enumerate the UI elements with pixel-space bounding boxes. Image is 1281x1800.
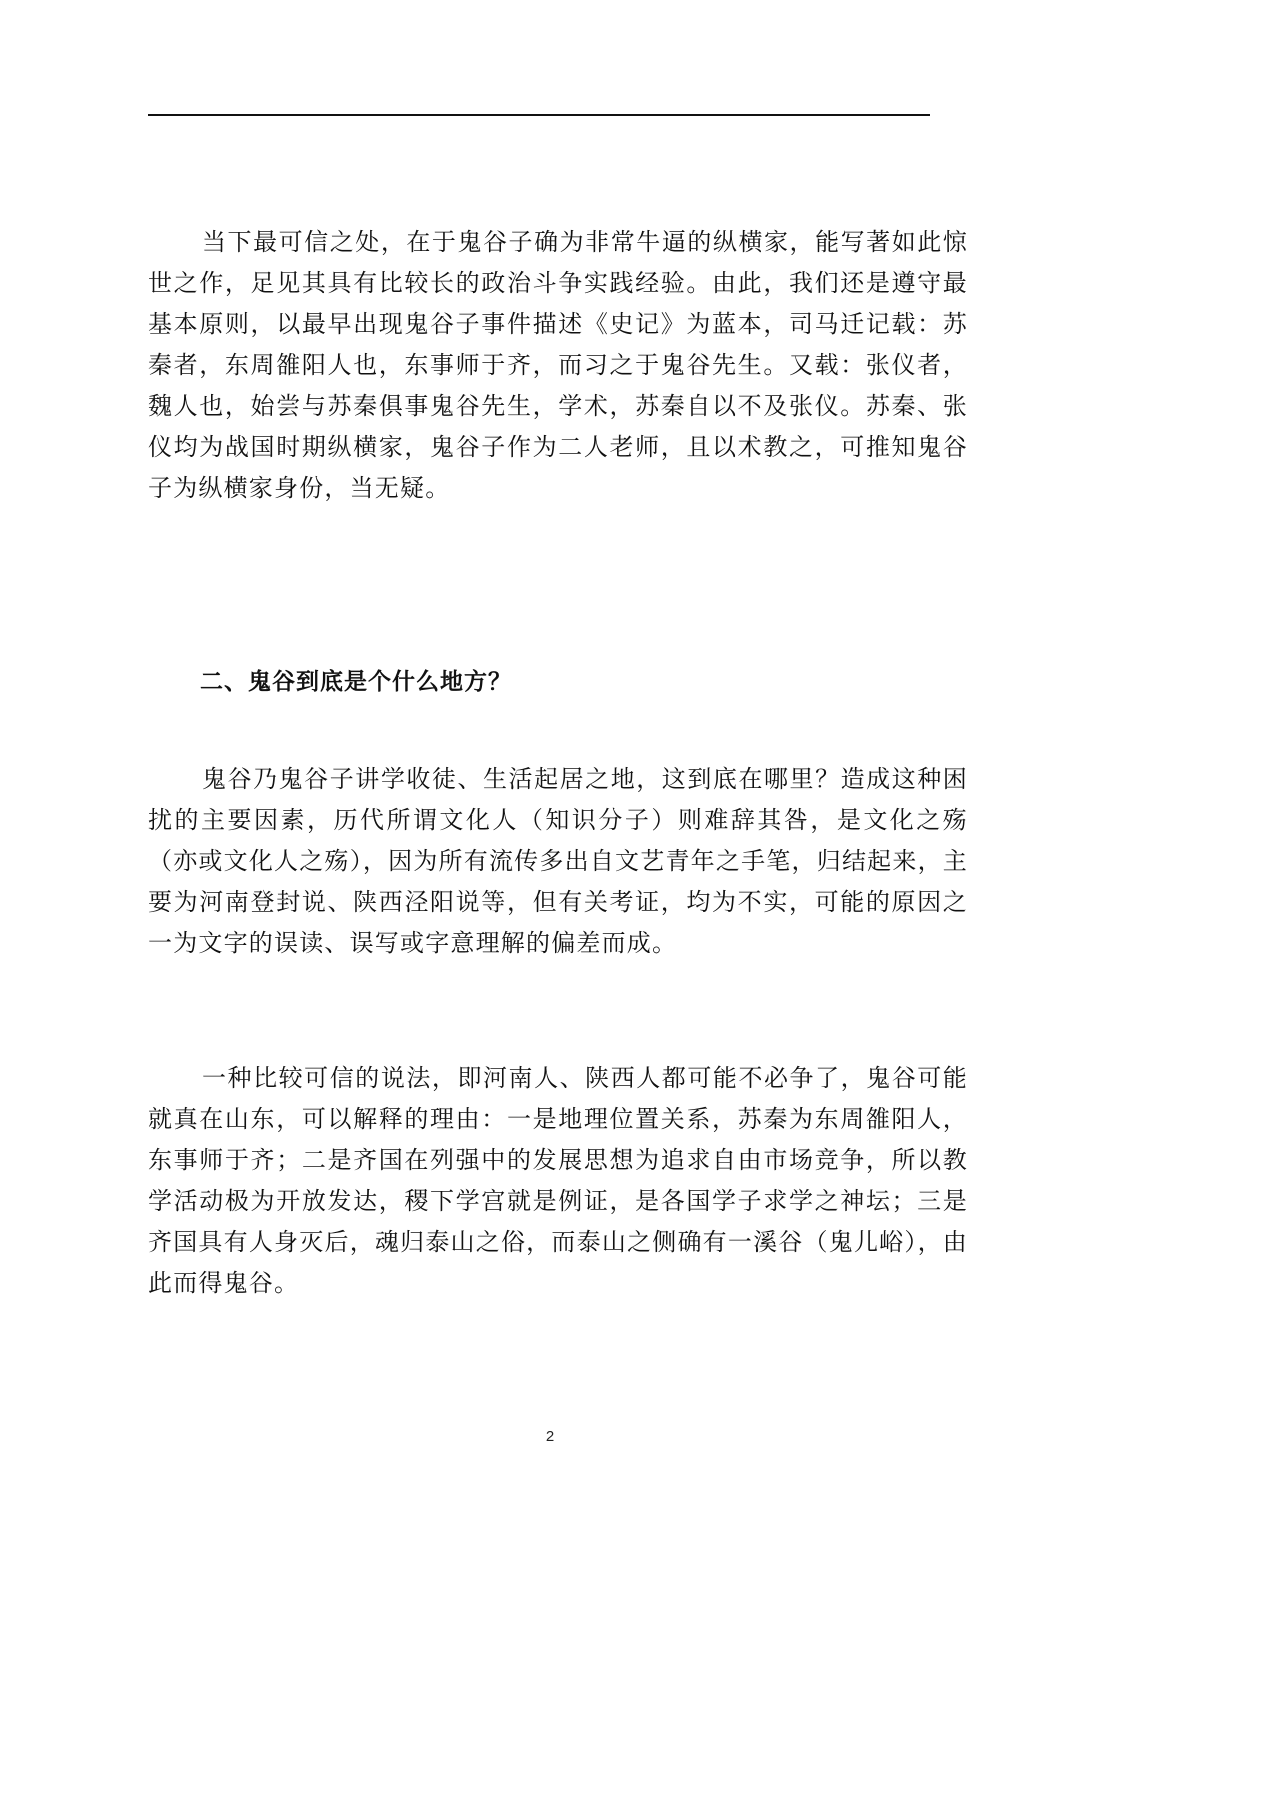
section-heading: 二、鬼谷到底是个什么地方？ [200,669,512,695]
page-number: 2 [545,1428,555,1445]
paragraph-3: 一种比较可信的说法，即河南人、陕西人都可能不必争了，鬼谷可能就真在山东，可以解释的理由：一是地理位置关系，苏秦为东周雒阳人，东事师于齐；二是齐国在列强中的发展思想为追求自由市场竞争，所以教学活动极为开放发达，稷下学宫就是例证，是各国学子求学之神坛；三是齐国具有人身灭后，魂归泰山之俗，而泰山之侧确有一溪谷（鬼儿峪），由此而得鬼谷。 [148,1064,968,1297]
paragraph-2: 鬼谷乃鬼谷子讲学收徒、生活起居之地，这到底在哪里？造成这种困扰的主要因素，历代所谓文化人（知识分子）则难辞其咎，是文化之殇（亦或文化人之殇），因为所有流传多出自文艺青年之手笔，归结起来，主要为河南登封说、陕西泾阳说等，但有关考证，均为不实，可能的原因之一为文字的误读、误写或字意理解的偏差而成。 [148,765,968,957]
header-rule [148,114,930,116]
paragraph-1: 当下最可信之处，在于鬼谷子确为非常牛逼的纵横家，能写著如此惊世之作，足见其具有比较长的政治斗争实践经验。由此，我们还是遵守最基本原则，以最早出现鬼谷子事件描述《史记》为蓝本，司马迁记载：苏秦者，东周雒阳人也，东事师于齐，而习之于鬼谷先生。又载：张仪者，魏人也，始尝与苏秦俱事鬼谷先生，学术，苏秦自以不及张仪。苏秦、张仪均为战国时期纵横家，鬼谷子作为二人老师，且以术教之，可推知鬼谷子为纵横家身份，当无疑。 [148,228,968,502]
